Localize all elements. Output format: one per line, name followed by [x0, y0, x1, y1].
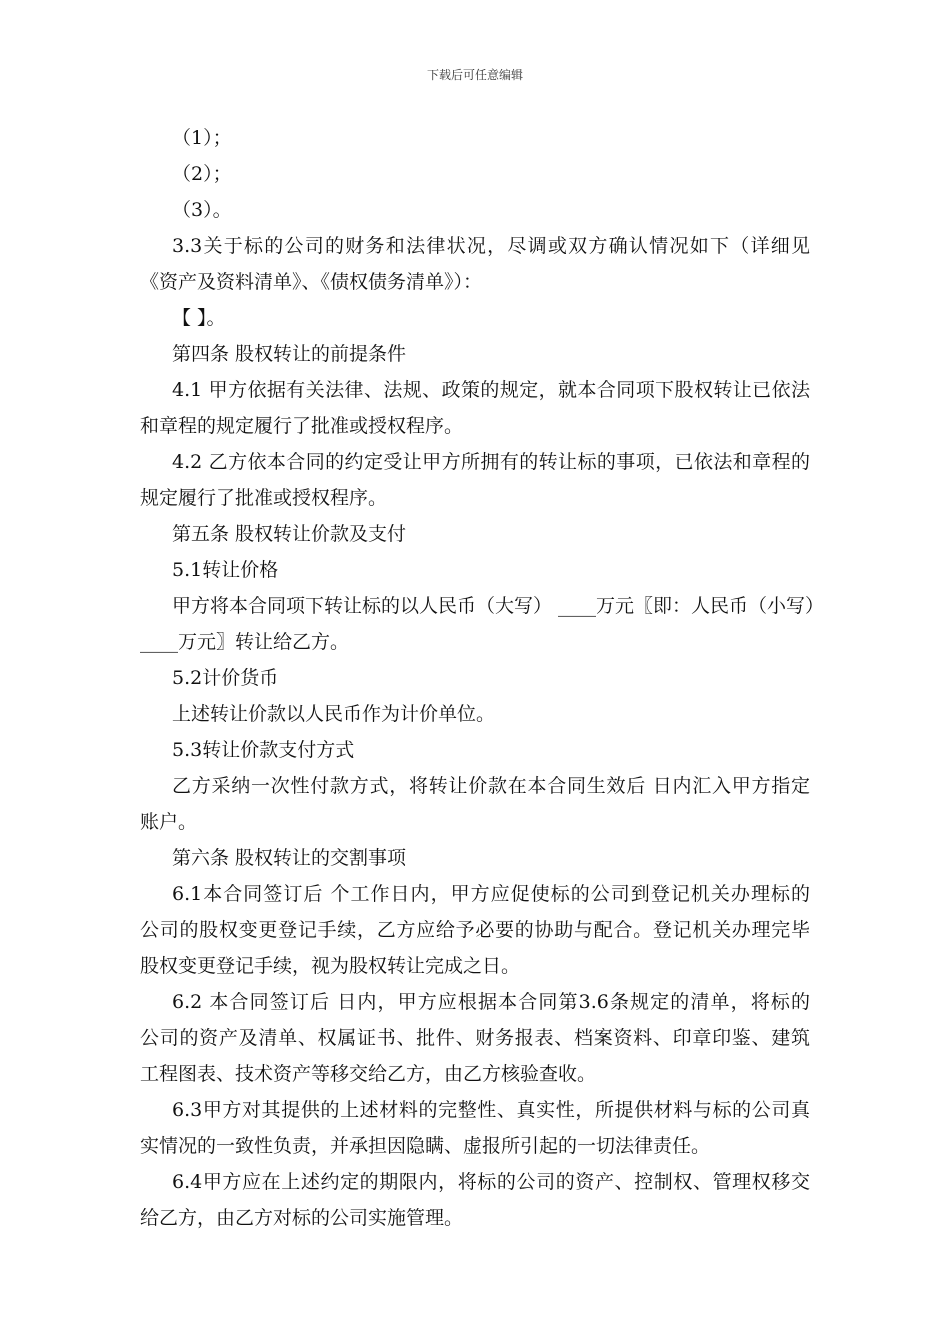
paragraph-line: 4.1 甲方依据有关法律、法规、政策的规定，就本合同项下股权转让已依法 [172, 379, 810, 401]
section-heading: 第四条 股权转让的前提条件 [172, 343, 407, 365]
section-heading: 第五条 股权转让价款及支付 [172, 523, 407, 545]
paragraph-line: 给乙方，由乙方对标的公司实施管理。 [140, 1207, 464, 1229]
paragraph-line: 6.1本合同签订后 个工作日内，甲方应促使标的公司到登记机关办理标的 [172, 883, 810, 905]
paragraph-line: 工程图表、技术资产等移交给乙方，由乙方核验查收。 [140, 1063, 597, 1085]
section-heading: 第六条 股权转让的交割事项 [172, 847, 407, 869]
page-header: 下载后可任意编辑 [426, 68, 523, 82]
paragraph-line: 账户。 [140, 811, 198, 833]
paragraph-line: 乙方采纳一次性付款方式，将转让价款在本合同生效后 日内汇入甲方指定 [172, 775, 810, 797]
list-item: （2）； [172, 163, 232, 185]
paragraph-line: 上述转让价款以人民币作为计价单位。 [172, 703, 496, 725]
paragraph-line: 股权变更登记手续，视为股权转让完成之日。 [140, 955, 521, 977]
paragraph-line: 规定履行了批准或授权程序。 [140, 487, 388, 509]
placeholder-brackets: 【 】。 [172, 307, 226, 329]
paragraph-line: 6.2 本合同签订后 日内，甲方应根据本合同第3.6条规定的清单，将标的 [172, 991, 810, 1013]
list-item: （3）。 [172, 199, 232, 221]
paragraph-line: 6.3甲方对其提供的上述材料的完整性、真实性，所提供材料与标的公司真 [172, 1099, 810, 1121]
paragraph-line: 公司的股权变更登记手续，乙方应给予必要的协助与配合。登记机关办理完毕 [140, 919, 810, 941]
paragraph-line: 甲方将本合同项下转让标的以人民币（大写） ____万元〖即：人民币（小写） [172, 595, 825, 617]
subsection-heading: 5.3转让价款支付方式 [172, 739, 355, 761]
paragraph-line: 4.2 乙方依本合同的约定受让甲方所拥有的转让标的事项，已依法和章程的 [172, 451, 810, 473]
paragraph-line: 3.3关于标的公司的财务和法律状况，尽调或双方确认情况如下（详细见 [172, 235, 810, 257]
paragraph-line: 6.4甲方应在上述约定的期限内，将标的公司的资产、控制权、管理权移交 [172, 1171, 810, 1193]
subsection-heading: 5.1转让价格 [172, 559, 279, 581]
paragraph-line: 实情况的一致性负责，并承担因隐瞒、虚报所引起的一切法律责任。 [140, 1135, 711, 1157]
list-item: （1）； [172, 127, 232, 149]
subsection-heading: 5.2计价货币 [172, 667, 279, 689]
paragraph-line: 和章程的规定履行了批准或授权程序。 [140, 415, 464, 437]
paragraph-line: 公司的资产及清单、权属证书、批件、财务报表、档案资料、印章印鉴、建筑 [140, 1027, 810, 1049]
paragraph-line: ____万元〗转让给乙方。 [140, 631, 350, 653]
paragraph-line: 《资产及资料清单》、《债权债务清单》）： [140, 271, 483, 293]
